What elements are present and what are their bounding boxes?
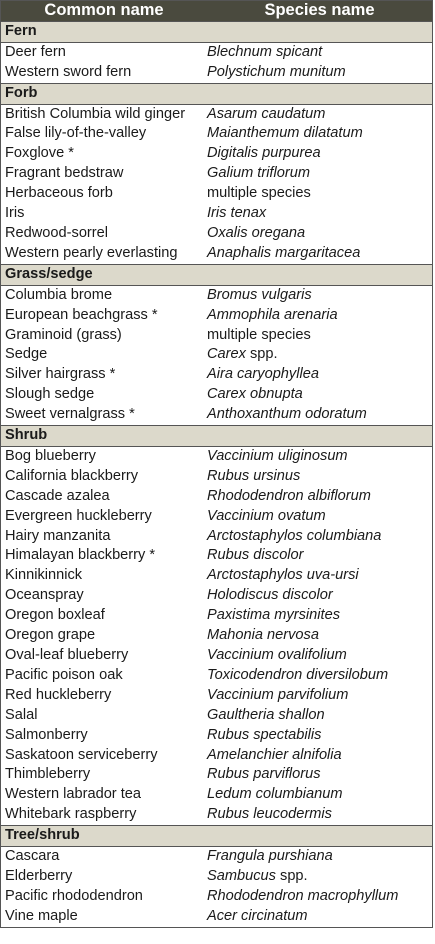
species-name-cell	[203, 487, 433, 507]
table-body	[1, 21, 433, 927]
species-name-cell	[203, 385, 433, 405]
common-name-cell: Slough sedge	[5, 386, 95, 403]
common-name-cell: Columbia brome	[5, 286, 113, 303]
species-name-cell	[203, 785, 433, 805]
species-name-cell	[203, 546, 433, 566]
table-row	[1, 365, 433, 385]
table-row	[1, 124, 433, 144]
species-name-cell	[203, 326, 433, 346]
table-row	[1, 405, 433, 425]
species-name-cell	[203, 306, 433, 326]
species-name-text: Galium triflorum	[207, 165, 310, 182]
common-name-cell: Fragrant bedstraw	[5, 165, 124, 182]
common-name-cell: Graminoid (grass)	[5, 326, 122, 343]
common-name-cell: Silver hairgrass *	[5, 366, 116, 383]
table-row	[1, 626, 433, 646]
common-name-cell: British Columbia wild ginger	[5, 105, 186, 122]
species-name-cell	[203, 164, 433, 184]
species-name-cell	[203, 887, 433, 907]
common-name-cell: Whitebark raspberry	[5, 806, 137, 823]
species-name-cell	[203, 726, 433, 746]
table-row	[1, 746, 433, 766]
species-name-text: Holodiscus discolor	[207, 587, 333, 604]
species-name-text: Rubus discolor	[207, 547, 304, 564]
species-name-text: Maianthemum dilatatum	[207, 125, 363, 142]
species-name-text: Acer circinatum	[207, 907, 308, 924]
species-name-cell	[203, 124, 433, 144]
group-label: Forb	[1, 83, 433, 104]
common-name-cell: Red huckleberry	[5, 686, 112, 703]
species-name-cell	[203, 144, 433, 164]
table-row	[1, 467, 433, 487]
species-name-text: Bromus vulgaris	[207, 286, 312, 303]
species-name-text: Ammophila arenaria	[207, 306, 338, 323]
species-name-text: multiple species	[207, 326, 311, 343]
table-row	[1, 726, 433, 746]
group-row	[1, 426, 433, 447]
common-name-cell: Western sword fern	[5, 63, 132, 80]
species-name-cell	[203, 867, 433, 887]
species-name-cell	[203, 244, 433, 264]
species-name-text: Rubus leucodermis	[207, 806, 332, 823]
species-name-text: Ledum columbianum	[207, 786, 343, 803]
table-row	[1, 706, 433, 726]
group-row	[1, 826, 433, 847]
species-name-text: Anthoxanthum odoratum	[207, 406, 367, 423]
table-row	[1, 805, 433, 825]
species-name-cell	[203, 606, 433, 626]
species-name-text: Rhododendron albiflorum	[207, 487, 371, 504]
species-name-text: Polystichum munitum	[207, 63, 346, 80]
table-row	[1, 184, 433, 204]
species-name-text: Rubus spectabilis	[207, 726, 322, 743]
common-name-cell: Foxglove *	[5, 145, 74, 162]
species-name-cell	[203, 706, 433, 726]
table-row	[1, 606, 433, 626]
species-name-cell	[203, 285, 433, 305]
common-name-cell: Evergreen huckleberry	[5, 507, 152, 524]
common-name-cell: Sweet vernalgrass *	[5, 406, 135, 423]
table-row	[1, 42, 433, 62]
table-row	[1, 204, 433, 224]
table-row	[1, 867, 433, 887]
common-name-cell: Salal	[5, 706, 38, 723]
common-name-cell: Kinnikinnick	[5, 567, 83, 584]
species-name-text: Blechnum spicant	[207, 43, 323, 60]
group-label: Shrub	[1, 426, 433, 447]
species-name-text: Vaccinium parvifolium	[207, 686, 349, 703]
table-row	[1, 345, 433, 365]
species-name-cell	[203, 204, 433, 224]
species-name-cell	[203, 42, 433, 62]
common-name-cell: Western labrador tea	[5, 786, 142, 803]
common-name-cell: Iris	[5, 205, 25, 222]
table-row	[1, 686, 433, 706]
common-name-cell: Himalayan blackberry *	[5, 547, 156, 564]
species-name-cell	[203, 224, 433, 244]
species-name-cell	[203, 345, 433, 365]
common-name-cell: Deer fern	[5, 43, 66, 60]
group-label: Tree/shrub	[1, 826, 433, 847]
table-row	[1, 765, 433, 785]
species-name-text: Vaccinium ovalifolium	[207, 647, 347, 663]
species-name-text: Asarum caudatum	[207, 105, 326, 122]
table-row	[1, 487, 433, 507]
common-name-cell: False lily-of-the-valley	[5, 125, 147, 142]
table-row	[1, 507, 433, 527]
species-name-text: Gaultheria shallon	[207, 706, 325, 723]
table-row	[1, 847, 433, 867]
species-name-text: Iris tenax	[207, 205, 267, 222]
common-name-cell: Pacific rhododendron	[5, 887, 143, 904]
species-name-cell	[203, 467, 433, 487]
table-row	[1, 666, 433, 686]
species-name-cell	[203, 446, 433, 466]
common-name-cell: Herbaceous forb	[5, 185, 113, 202]
species-name-cell	[203, 365, 433, 385]
table-row	[1, 646, 433, 666]
common-name-cell: Cascara	[5, 848, 60, 865]
species-name-text: Aira caryophyllea	[207, 366, 319, 383]
common-name-cell: Bog blueberry	[5, 447, 96, 464]
species-name-text: Carex obnupta	[207, 386, 303, 403]
common-name-cell: Salmonberry	[5, 726, 88, 743]
table-row	[1, 63, 433, 83]
species-name-text: Mahonia nervosa	[207, 627, 319, 644]
species-name-cell	[203, 666, 433, 686]
species-name-text: Digitalis purpurea	[207, 145, 321, 162]
species-name-text: Rhododendron macrophyllum	[207, 887, 399, 904]
group-label: Grass/sedge	[1, 264, 433, 285]
table-row	[1, 385, 433, 405]
species-name-cell	[203, 63, 433, 83]
species-name-cell	[203, 805, 433, 825]
species-name-text: Paxistima myrsinites	[207, 607, 340, 624]
species-name-cell	[203, 746, 433, 766]
common-name-cell: Oregon boxleaf	[5, 607, 105, 624]
species-name-text: Frangula purshiana	[207, 848, 333, 865]
common-name-cell: Elderberry	[5, 867, 73, 884]
common-name-cell: Saskatoon serviceberry	[5, 746, 158, 763]
species-name-cell	[203, 626, 433, 646]
common-name-header: Common name	[1, 1, 204, 22]
common-name-cell: Oceanspray	[5, 587, 84, 604]
species-name-text: Rubus parviflorus	[207, 766, 321, 783]
common-name-cell: California blackberry	[5, 467, 139, 484]
species-name-cell	[203, 847, 433, 867]
group-row	[1, 21, 433, 42]
common-name-cell: Western pearly everlasting	[5, 244, 178, 261]
group-label: Fern	[1, 21, 433, 42]
common-name-cell: Sedge	[5, 346, 48, 363]
species-name-text: Arctostaphylos uva-ursi	[207, 567, 359, 584]
common-name-cell: Vine maple	[5, 907, 78, 924]
species-name-cell	[203, 765, 433, 785]
table-row	[1, 326, 433, 346]
table-row	[1, 546, 433, 566]
species-name-text: Oxalis oregana	[207, 224, 306, 241]
species-name-cell	[203, 104, 433, 124]
common-name-cell: Oregon grape	[5, 627, 96, 644]
table-row	[1, 244, 433, 264]
common-name-cell: Thimbleberry	[5, 766, 91, 783]
table-row	[1, 164, 433, 184]
table-row	[1, 285, 433, 305]
common-name-cell: Oval-leaf blueberry	[5, 647, 129, 663]
table-row	[1, 527, 433, 547]
table-row	[1, 104, 433, 124]
table-row	[1, 446, 433, 466]
group-row	[1, 264, 433, 285]
species-name-text: Toxicodendron diversilobum	[207, 666, 389, 683]
species-name-text: Vaccinium uliginosum	[207, 447, 348, 464]
table-row	[1, 224, 433, 244]
table-row	[1, 586, 433, 606]
table-header	[1, 1, 433, 22]
species-name-text: multiple species	[207, 185, 311, 202]
species-name-cell	[203, 586, 433, 606]
species-name-text: Sambucus	[207, 867, 276, 884]
table-row	[1, 144, 433, 164]
table-row	[1, 887, 433, 907]
common-name-cell: Pacific poison oak	[5, 666, 123, 683]
table-row	[1, 785, 433, 805]
common-name-cell: Cascade azalea	[5, 487, 110, 504]
species-name-text: Rubus ursinus	[207, 467, 301, 484]
species-name-cell	[203, 527, 433, 547]
species-name-cell	[203, 646, 433, 666]
species-name-text: Amelanchier alnifolia	[207, 746, 342, 763]
table-row	[1, 907, 433, 927]
species-name-text: Anaphalis margaritacea	[207, 244, 361, 261]
species-name-cell	[203, 907, 433, 927]
species-name-text: Carex	[207, 346, 246, 363]
species-suffix: spp.	[250, 346, 278, 363]
common-name-cell: European beachgrass *	[5, 306, 158, 323]
species-name-text: Arctostaphylos columbiana	[207, 527, 382, 544]
group-row	[1, 83, 433, 104]
common-name-cell: Hairy manzanita	[5, 527, 111, 544]
species-suffix: spp.	[280, 867, 308, 884]
species-name-text: Vaccinium ovatum	[207, 507, 326, 524]
header-row	[1, 1, 433, 22]
table-row	[1, 306, 433, 326]
species-name-cell	[203, 686, 433, 706]
common-name-cell: Redwood-sorrel	[5, 224, 109, 241]
species-name-header: Species name	[203, 1, 433, 22]
species-name-cell	[203, 566, 433, 586]
table-row	[1, 566, 433, 586]
species-name-cell	[203, 507, 433, 527]
species-name-cell	[203, 405, 433, 425]
species-name-cell	[203, 184, 433, 204]
